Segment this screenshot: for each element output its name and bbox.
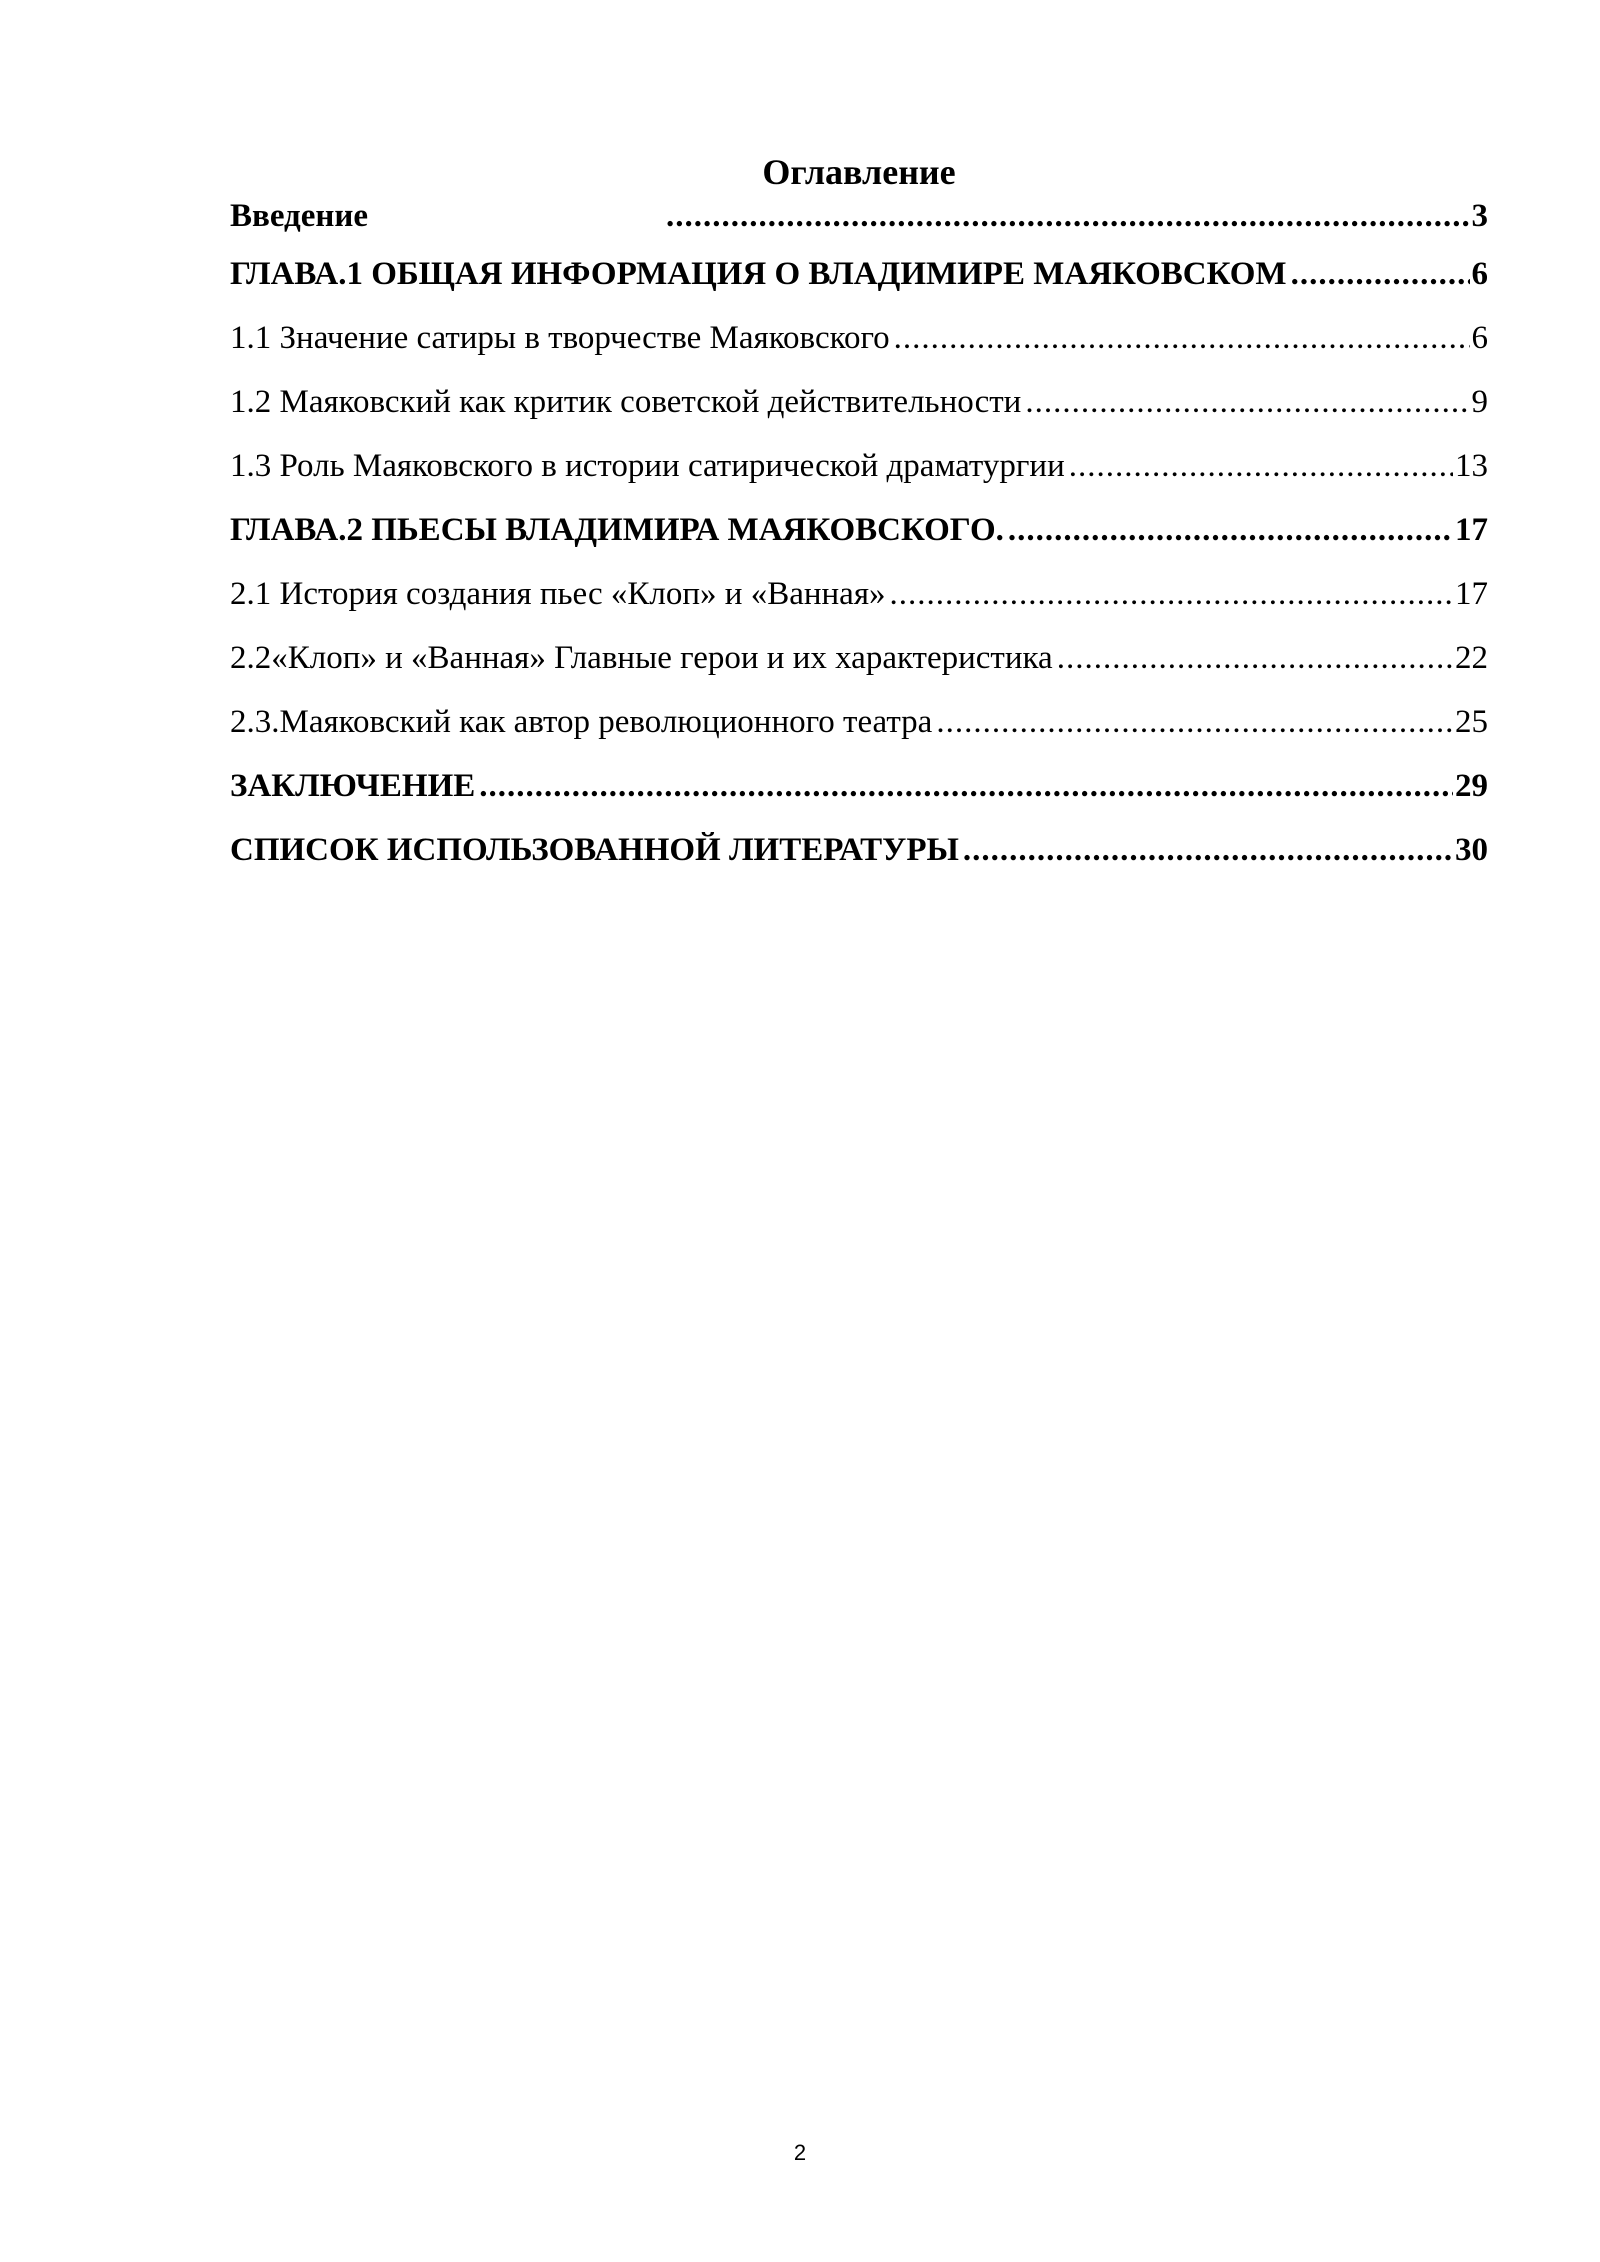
toc-entry[interactable] (230, 434, 1488, 498)
toc-entry[interactable] (230, 562, 1488, 626)
toc-entry-page: 13 (1455, 448, 1488, 484)
toc-entry-label: ГЛАВА.2 ПЬЕСЫ ВЛАДИМИРА МАЯКОВСКОГО. (230, 512, 1004, 548)
toc-dot-leader (1057, 626, 1453, 690)
toc-entry[interactable] (230, 370, 1488, 434)
toc-title: Оглавление (762, 152, 956, 192)
toc-entry[interactable] (230, 498, 1488, 562)
toc-entry-label: 1.1 Значение сатиры в творчестве Маяковского (230, 320, 890, 356)
toc-entry-page: 30 (1455, 832, 1488, 868)
toc-entry-page: 9 (1471, 384, 1488, 420)
toc-entry-label: ЗАКЛЮЧЕНИЕ (230, 768, 476, 804)
toc-entry[interactable] (230, 306, 1488, 370)
toc-entry-page: 6 (1471, 256, 1488, 292)
toc-entry[interactable] (230, 754, 1488, 818)
toc-entry-page: 17 (1455, 576, 1488, 612)
toc-dot-leader (894, 306, 1470, 370)
toc-entry-label: 2.2«Клоп» и «Ванная» Главные герои и их характеристика (230, 640, 1053, 676)
toc-dot-leader (1025, 370, 1469, 434)
toc-dot-leader (936, 690, 1453, 754)
toc-entry[interactable] (230, 818, 1488, 882)
toc-entry-page: 22 (1455, 640, 1488, 676)
toc-entry-label: Введение (230, 198, 369, 234)
toc-dot-leader (666, 194, 1470, 238)
toc-entry[interactable] (230, 690, 1488, 754)
toc-dot-leader (479, 754, 1453, 818)
toc-entry[interactable] (230, 242, 1488, 306)
toc-entry-label: 2.3.Маяковский как автор революционного театра (230, 704, 933, 740)
toc-dot-leader (1291, 242, 1470, 306)
toc-entry-label: 1.3 Роль Маяковского в истории сатирической драматургии (230, 448, 1065, 484)
toc-entry-page: 29 (1455, 768, 1488, 804)
toc-dot-leader (890, 562, 1453, 626)
toc-dot-leader (963, 818, 1453, 882)
toc-entry-page: 25 (1455, 704, 1488, 740)
toc-entry-label: 1.2 Маяковский как критик советской действительности (230, 384, 1022, 420)
toc-list (230, 194, 1488, 882)
page-number: 2 (793, 2140, 807, 2165)
toc-dot-leader (1008, 498, 1453, 562)
toc-entry[interactable] (230, 194, 1488, 242)
toc-entry-label: СПИСОК ИСПОЛЬЗОВАННОЙ ЛИТЕРАТУРЫ (230, 832, 959, 868)
toc-dot-leader (1069, 434, 1453, 498)
toc-entry-page: 3 (1471, 198, 1488, 234)
toc-entry-page: 6 (1471, 320, 1488, 356)
toc-entry-page: 17 (1455, 512, 1488, 548)
toc-entry-label: ГЛАВА.1 ОБЩАЯ ИНФОРМАЦИЯ О ВЛАДИМИРЕ МАЯКОВСКОМ (230, 256, 1287, 292)
toc-entry-label: 2.1 История создания пьес «Клоп» и «Ванная» (230, 576, 886, 612)
table-of-contents (230, 150, 1488, 882)
toc-entry[interactable] (230, 626, 1488, 690)
